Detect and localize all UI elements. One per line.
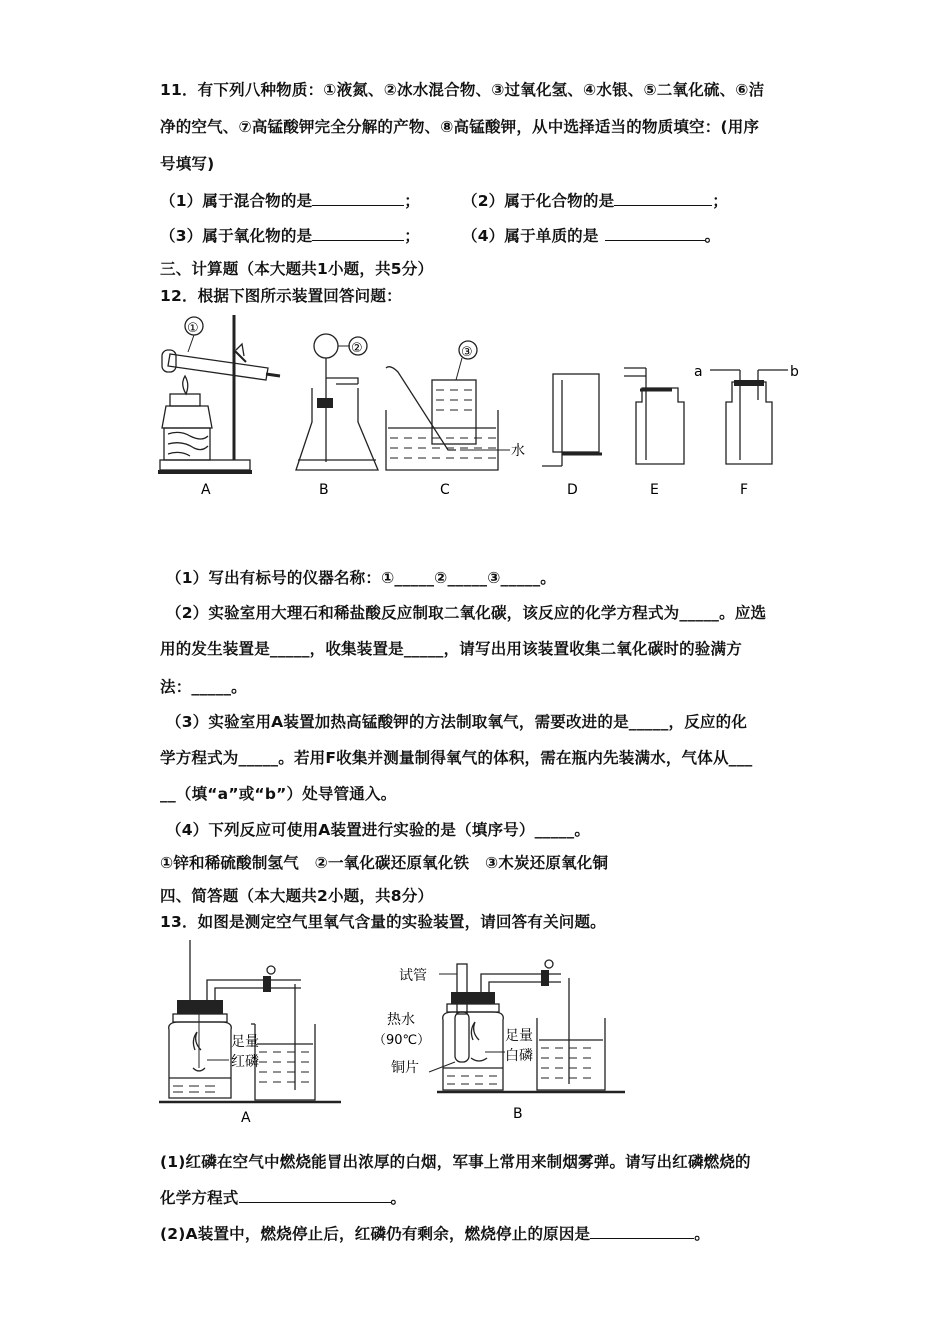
q11-part4-text: （4）属于单质的是 — [462, 227, 599, 245]
q11-part1 — [160, 189, 420, 211]
label-shiguan: 试管 — [399, 968, 427, 984]
fig-label-B: B — [319, 482, 329, 498]
q13-s1-line2 — [160, 1186, 406, 1208]
apparatus-B — [296, 334, 378, 470]
q11-part4-end: 。 — [704, 227, 721, 245]
q11-part3-text: （3）属于氧化物的是 — [160, 227, 313, 245]
answer-blank[interactable] — [312, 191, 404, 206]
q13-stem: 13．如图是测定空气里氧气含量的实验装置，请回答有关问题。 — [160, 913, 606, 931]
port-a: a — [694, 364, 703, 380]
q11-line1: 11．有下列八种物质：①液氮、②冰水混合物、③过氧化氢、④水银、⑤二氧化硫、⑥洁 — [160, 81, 765, 99]
label-zuliang-A: 足量 — [231, 1034, 259, 1050]
q11-line2: 净的空气、⑦高锰酸钾完全分解的产物、⑧高锰酸钾，从中选择适当的物质填空：(用序 — [160, 118, 760, 136]
label-zuliang-B: 足量 — [505, 1028, 533, 1044]
q11-part2-text: （2）属于化合物的是 — [462, 192, 615, 210]
fig-label-D: D — [567, 482, 578, 498]
q12-stem: 12．根据下图所示装置回答问题： — [160, 287, 402, 305]
fig-label-13A: A — [241, 1110, 251, 1126]
section-4-heading: 四、简答题（本大题共2小题，共8分） — [160, 887, 434, 905]
q11-part2 — [462, 189, 728, 211]
q12-s3-line1: （3）实验室用A装置加热高锰酸钾的方法制取氧气，需要改进的是_____，反应的化 — [166, 713, 748, 731]
answer-blank[interactable] — [614, 191, 712, 206]
water-label: 水 — [511, 443, 525, 459]
q12-apparatus-figure — [150, 310, 810, 505]
marker-3: ③ — [461, 345, 473, 360]
apparatus-E — [624, 368, 684, 464]
section-3-heading: 三、计算题（本大题共1小题，共5分） — [160, 260, 434, 278]
answer-blank[interactable] — [605, 226, 705, 241]
label-reshui: 热水 — [387, 1012, 415, 1028]
q13-s2-end: 。 — [694, 1225, 710, 1243]
fig-label-C: C — [440, 482, 450, 498]
q13-apparatus-figure — [155, 940, 625, 1130]
apparatus-D — [542, 374, 602, 466]
apparatus-F — [710, 370, 788, 464]
q12-s4-options: ①锌和稀硫酸制氢气 ②一氧化碳还原氧化铁 ③木炭还原氧化铜 — [160, 854, 609, 872]
q11-part1-end: ； — [404, 192, 420, 210]
label-temp: （90℃） — [373, 1033, 431, 1048]
q12-s2-line1: （2）实验室用大理石和稀盐酸反应制取二氧化碳，该反应的化学方程式为_____。应选 — [166, 604, 767, 622]
answer-blank[interactable] — [590, 1224, 694, 1239]
apparatus-13B — [429, 960, 625, 1092]
fig-label-13B: B — [513, 1106, 523, 1122]
apparatus-13A — [159, 940, 341, 1102]
answer-blank[interactable] — [239, 1188, 391, 1203]
label-honglin: 红磷 — [231, 1054, 259, 1070]
q11-line3: 号填写) — [160, 155, 215, 173]
q11-part3 — [160, 224, 420, 246]
q12-s2-line3: 法：_____。 — [160, 678, 247, 696]
q12-s4: （4）下列反应可使用A装置进行实验的是（填序号）_____。 — [166, 821, 591, 839]
answer-blank[interactable] — [312, 226, 404, 241]
q13-s2-text: (2)A装置中，燃烧停止后，红磷仍有剩余，燃烧停止的原因是 — [160, 1225, 591, 1243]
marker-1: ① — [187, 321, 199, 336]
fig-label-F: F — [740, 482, 749, 498]
apparatus-C — [386, 341, 510, 470]
q13-s1-end: 。 — [390, 1189, 407, 1207]
q12-s2-line2: 用的发生装置是_____，收集装置是_____，请写出用该装置收集二氧化碳时的验满方 — [160, 640, 742, 658]
q11-part1-text: （1）属于混合物的是 — [160, 192, 313, 210]
q13-s1-text: 化学方程式 — [160, 1189, 239, 1207]
q13-s1-line1: (1)红磷在空气中燃烧能冒出浓厚的白烟，军事上常用来制烟雾弹。请写出红磷燃烧的 — [160, 1153, 751, 1171]
q11-part4 — [462, 224, 720, 246]
fig-label-A: A — [201, 482, 211, 498]
q13-s2 — [160, 1222, 710, 1244]
label-bailin: 白磷 — [505, 1048, 533, 1064]
fig-label-E: E — [650, 482, 659, 498]
q12-s3-line3: __（填“a”或“b”）处导管通入。 — [160, 785, 397, 803]
q11-part2-end: ； — [712, 192, 728, 210]
q11-part3-end: ； — [404, 227, 420, 245]
q12-s1: （1）写出有标号的仪器名称：①_____②_____③_____。 — [166, 569, 557, 587]
label-tongpian: 铜片 — [391, 1060, 419, 1076]
apparatus-A — [158, 315, 280, 474]
q12-s3-line2: 学方程式为_____。若用F收集并测量制得氧气的体积，需在瓶内先装满水，气体从___ — [160, 749, 753, 767]
marker-2: ② — [351, 341, 363, 356]
port-b: b — [790, 364, 799, 380]
